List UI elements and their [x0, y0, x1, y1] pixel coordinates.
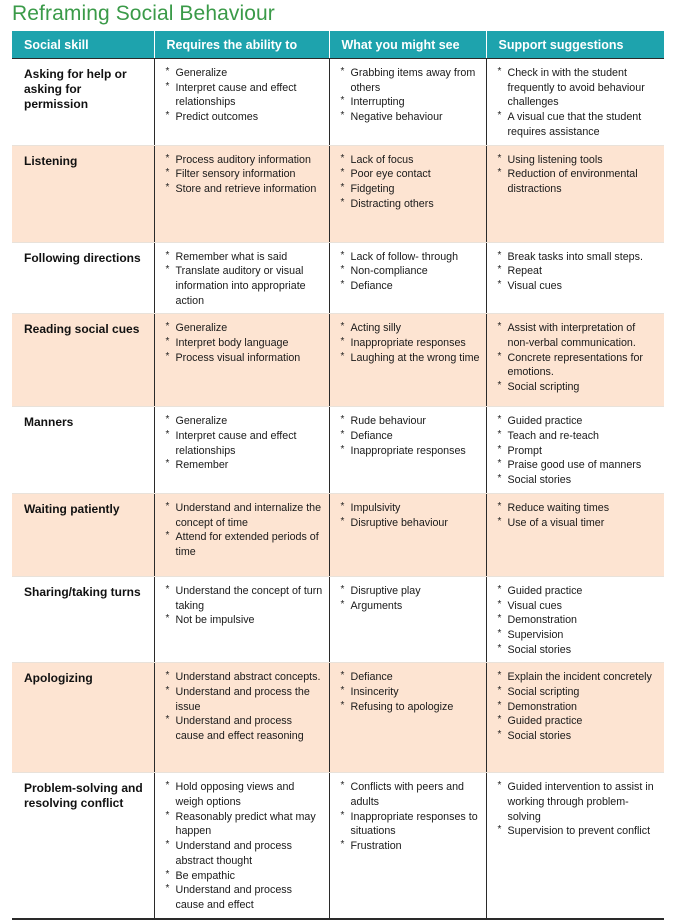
bullet-list — [498, 153, 659, 197]
support-cell — [486, 242, 664, 314]
list-item: * Acting silly — [341, 321, 480, 336]
bullet-list — [166, 250, 323, 309]
list-item: * Use of a visual timer — [498, 516, 659, 531]
list-item: * Guided intervention to assist in working through problem-solving — [498, 780, 659, 824]
list-item: * Translate auditory or visual information into appropriate action — [166, 264, 323, 308]
what-you-see-cell — [329, 145, 486, 242]
table-row — [12, 407, 664, 494]
table-row — [12, 314, 664, 407]
list-item: * Defiance — [341, 429, 480, 444]
bullet-list — [341, 670, 480, 714]
requires-cell — [154, 242, 329, 314]
social-skill-cell: Listening — [12, 145, 154, 242]
list-item: * Guided practice — [498, 714, 659, 729]
list-item: * Remember — [166, 458, 323, 473]
list-item: * Be empathic — [166, 869, 323, 884]
bullet-list — [341, 153, 480, 212]
list-item: * Grabbing items away from others — [341, 66, 480, 95]
support-cell — [486, 407, 664, 494]
support-cell — [486, 59, 664, 146]
list-item: * Praise good use of manners — [498, 458, 659, 473]
social-skills-table — [12, 31, 664, 920]
table-row — [12, 493, 664, 576]
requires-cell — [154, 576, 329, 663]
list-item: * Interpret cause and effect relationships — [166, 81, 323, 110]
requires-cell — [154, 493, 329, 576]
list-item: * Guided practice — [498, 584, 659, 599]
list-item: * Explain the incident concretely — [498, 670, 659, 685]
what-you-see-cell — [329, 407, 486, 494]
bullet-list — [498, 780, 659, 839]
list-item: * Understand the concept of turn taking — [166, 584, 323, 613]
list-item: * Rude behaviour — [341, 414, 480, 429]
social-skill-cell: Manners — [12, 407, 154, 494]
list-item: * Concrete representations for emotions. — [498, 351, 659, 380]
bullet-list — [166, 414, 323, 473]
list-item: * Inappropriate responses — [341, 444, 480, 459]
list-item: * Laughing at the wrong time — [341, 351, 480, 366]
table-row — [12, 59, 664, 146]
list-item: * Remember what is said — [166, 250, 323, 265]
list-item: * Social scripting — [498, 685, 659, 700]
list-item: * Filter sensory information — [166, 167, 323, 182]
header-social-skill: Social skill — [12, 31, 154, 59]
list-item: * Interpret cause and effect relationships — [166, 429, 323, 458]
list-item: * Visual cues — [498, 599, 659, 614]
list-item: * Reduce waiting times — [498, 501, 659, 516]
bullet-list — [498, 670, 659, 744]
list-item: * Predict outcomes — [166, 110, 323, 125]
list-item: * Demonstration — [498, 613, 659, 628]
list-item: * Understand and process abstract thought — [166, 839, 323, 868]
list-item: * Not be impulsive — [166, 613, 323, 628]
table-row — [12, 242, 664, 314]
requires-cell — [154, 59, 329, 146]
list-item: * Lack of follow- through — [341, 250, 480, 265]
table-header-row — [12, 31, 664, 59]
list-item: * Understand and process cause and effect reasoning — [166, 714, 323, 743]
list-item: * Process visual information — [166, 351, 323, 366]
list-item: * Defiance — [341, 279, 480, 294]
bullet-list — [166, 501, 323, 560]
list-item: * Lack of focus — [341, 153, 480, 168]
social-skill-cell: Problem-solving and resolving conflict — [12, 773, 154, 919]
list-item: * Distracting others — [341, 197, 480, 212]
list-item: * Repeat — [498, 264, 659, 279]
what-you-see-cell — [329, 242, 486, 314]
bullet-list — [341, 321, 480, 365]
header-what-you-see: What you might see — [329, 31, 486, 59]
list-item: * Understand and internalize the concept of time — [166, 501, 323, 530]
bullet-list — [341, 584, 480, 613]
list-item: * Understand abstract concepts. — [166, 670, 323, 685]
list-item: * Social stories — [498, 643, 659, 658]
list-item: * Conflicts with peers and adults — [341, 780, 480, 809]
header-requires: Requires the ability to — [154, 31, 329, 59]
requires-cell — [154, 145, 329, 242]
list-item: * Insincerity — [341, 685, 480, 700]
list-item: * Poor eye contact — [341, 167, 480, 182]
what-you-see-cell — [329, 663, 486, 773]
list-item: * Arguments — [341, 599, 480, 614]
bullet-list — [341, 414, 480, 458]
list-item: * Interpret body language — [166, 336, 323, 351]
bullet-list — [166, 66, 323, 125]
bullet-list — [166, 584, 323, 628]
bullet-list — [166, 321, 323, 365]
what-you-see-cell — [329, 576, 486, 663]
list-item: * Store and retrieve information — [166, 182, 323, 197]
list-item: * Inappropriate responses to situations — [341, 810, 480, 839]
bullet-list — [341, 66, 480, 125]
social-skill-cell: Waiting patiently — [12, 493, 154, 576]
table-row — [12, 773, 664, 919]
bullet-list — [498, 250, 659, 294]
list-item: * Teach and re-teach — [498, 429, 659, 444]
list-item: * Guided practice — [498, 414, 659, 429]
support-cell — [486, 773, 664, 919]
list-item: * A visual cue that the student requires assistance — [498, 110, 659, 139]
list-item: * Negative behaviour — [341, 110, 480, 125]
support-cell — [486, 493, 664, 576]
bullet-list — [498, 414, 659, 488]
what-you-see-cell — [329, 59, 486, 146]
bullet-list — [498, 66, 659, 140]
bullet-list — [166, 780, 323, 912]
bullet-list — [166, 670, 323, 744]
list-item: * Inappropriate responses — [341, 336, 480, 351]
bullet-list — [498, 501, 659, 530]
what-you-see-cell — [329, 493, 486, 576]
list-item: * Reduction of environmental distractions — [498, 167, 659, 196]
list-item: * Impulsivity — [341, 501, 480, 516]
support-cell — [486, 145, 664, 242]
list-item: * Social stories — [498, 473, 659, 488]
list-item: * Using listening tools — [498, 153, 659, 168]
social-skill-cell: Sharing/taking turns — [12, 576, 154, 663]
support-cell — [486, 663, 664, 773]
list-item: * Prompt — [498, 444, 659, 459]
page-title: Reframing Social Behaviour — [12, 2, 275, 25]
list-item: * Attend for extended periods of time — [166, 530, 323, 559]
list-item: * Frustration — [341, 839, 480, 854]
social-skill-cell: Apologizing — [12, 663, 154, 773]
social-skill-cell: Reading social cues — [12, 314, 154, 407]
list-item: * Generalize — [166, 66, 323, 81]
support-cell — [486, 576, 664, 663]
social-skill-cell: Following directions — [12, 242, 154, 314]
bullet-list — [498, 584, 659, 658]
list-item: * Hold opposing views and weigh options — [166, 780, 323, 809]
list-item: * Check in with the student frequently to avoid behaviour challenges — [498, 66, 659, 110]
requires-cell — [154, 314, 329, 407]
list-item: * Generalize — [166, 414, 323, 429]
list-item: * Understand and process the issue — [166, 685, 323, 714]
what-you-see-cell — [329, 773, 486, 919]
list-item: * Disruptive play — [341, 584, 480, 599]
list-item: * Demonstration — [498, 700, 659, 715]
bullet-list — [341, 501, 480, 530]
bullet-list — [166, 153, 323, 197]
list-item: * Reasonably predict what may happen — [166, 810, 323, 839]
requires-cell — [154, 407, 329, 494]
social-skill-cell: Asking for help or asking for permission — [12, 59, 154, 146]
list-item: * Non-compliance — [341, 264, 480, 279]
header-support: Support suggestions — [486, 31, 664, 59]
table-body — [12, 59, 664, 919]
list-item: * Supervision to prevent conflict — [498, 824, 659, 839]
list-item: * Visual cues — [498, 279, 659, 294]
bullet-list — [341, 780, 480, 854]
list-item: * Fidgeting — [341, 182, 480, 197]
list-item: * Process auditory information — [166, 153, 323, 168]
bullet-list — [498, 321, 659, 395]
list-item: * Break tasks into small steps. — [498, 250, 659, 265]
list-item: * Interrupting — [341, 95, 480, 110]
list-item: * Disruptive behaviour — [341, 516, 480, 531]
requires-cell — [154, 773, 329, 919]
list-item: * Social stories — [498, 729, 659, 744]
support-cell — [486, 314, 664, 407]
list-item: * Refusing to apologize — [341, 700, 480, 715]
list-item: * Assist with interpretation of non-verbal communication. — [498, 321, 659, 350]
table-row — [12, 145, 664, 242]
what-you-see-cell — [329, 314, 486, 407]
list-item: * Generalize — [166, 321, 323, 336]
list-item: * Supervision — [498, 628, 659, 643]
list-item: * Defiance — [341, 670, 480, 685]
table-row — [12, 576, 664, 663]
requires-cell — [154, 663, 329, 773]
bullet-list — [341, 250, 480, 294]
list-item: * Understand and process cause and effect — [166, 883, 323, 912]
list-item: * Social scripting — [498, 380, 659, 395]
table-row — [12, 663, 664, 773]
